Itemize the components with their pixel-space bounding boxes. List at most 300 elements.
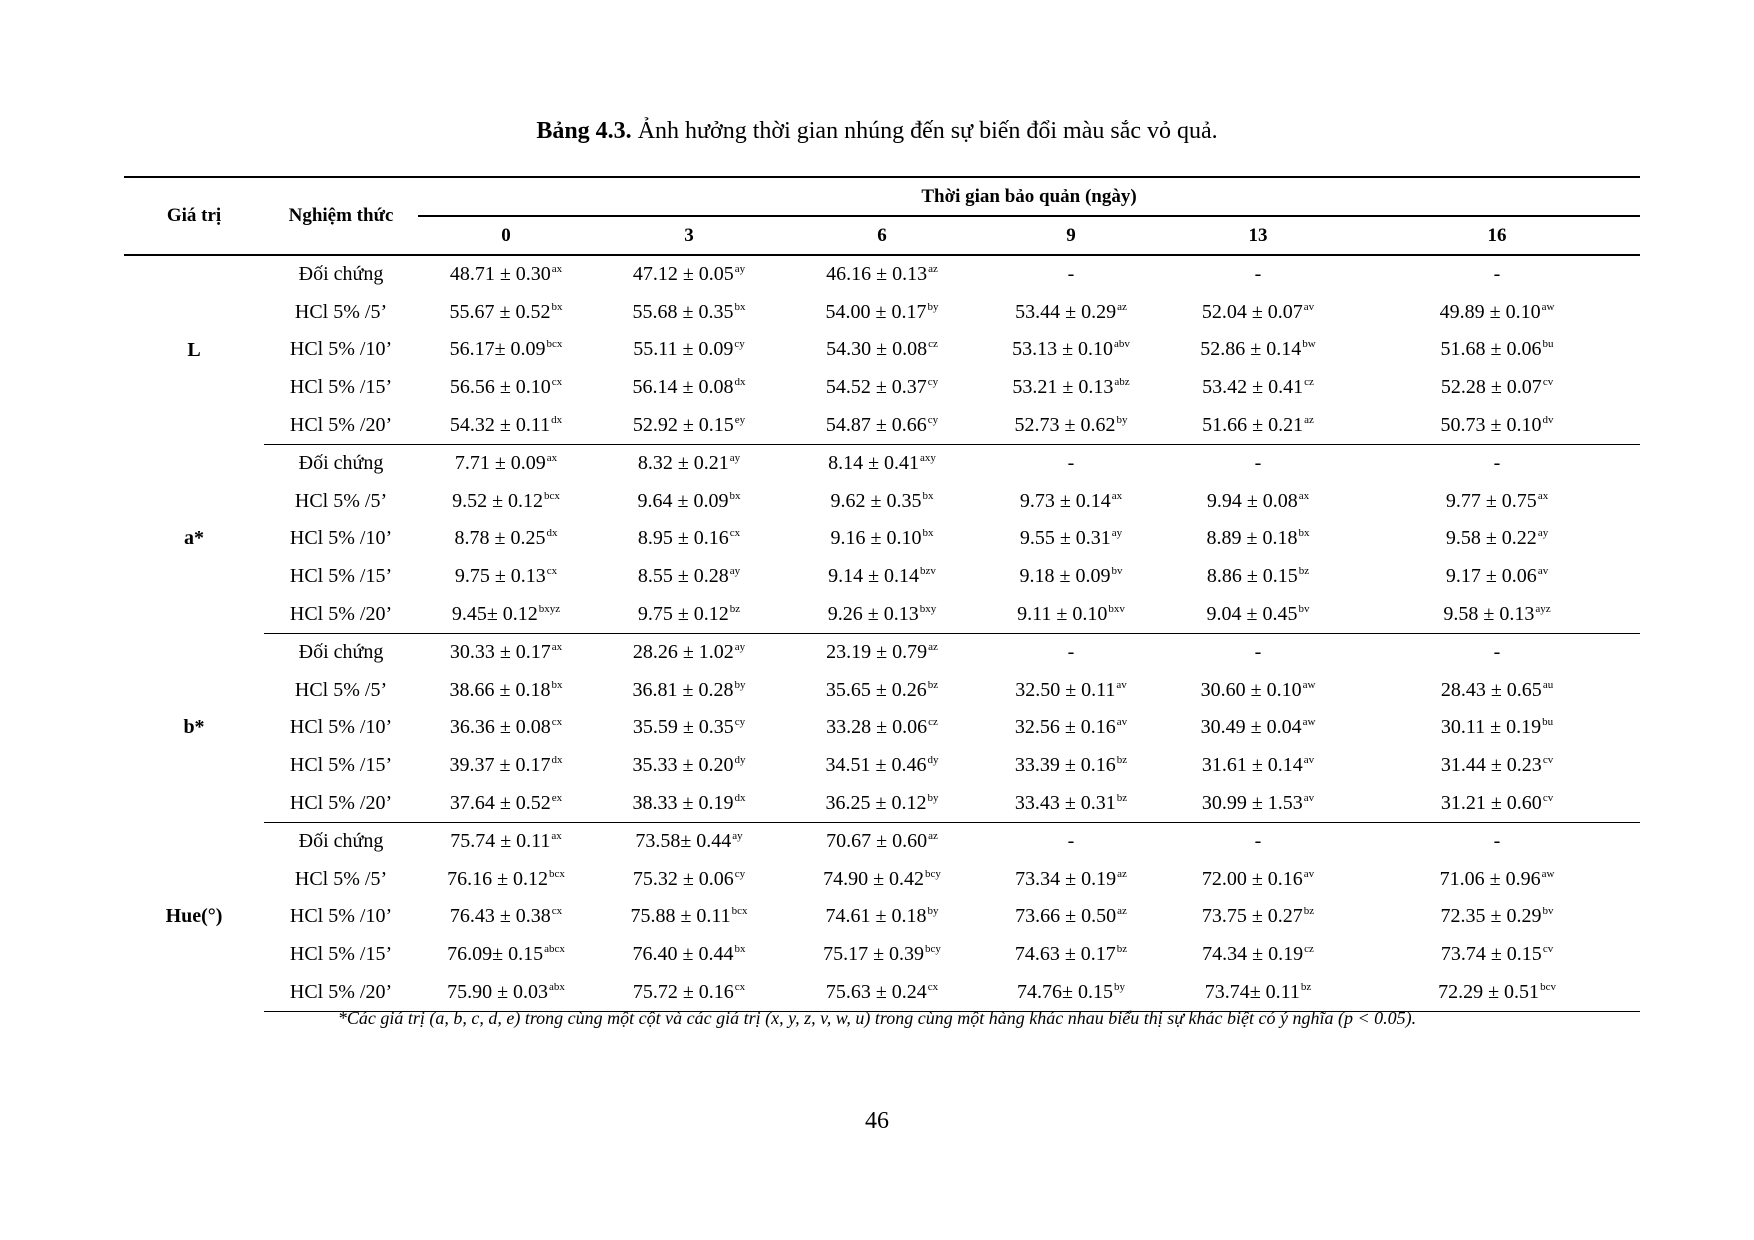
significance-letters: bcy xyxy=(925,942,941,955)
significance-letters: ax xyxy=(1298,489,1310,502)
significance-letters: bz xyxy=(1300,980,1312,993)
cell-value: 30.99 ± 1.53 xyxy=(1201,791,1303,814)
significance-letters: ay xyxy=(732,830,743,843)
cell-value: 72.35 ± 0.29 xyxy=(1440,905,1542,928)
significance-letters: bxyz xyxy=(538,602,561,615)
value-cell xyxy=(594,369,784,407)
cell-value: 31.44 ± 0.23 xyxy=(1440,754,1542,777)
header-param: Giá trị xyxy=(166,205,222,226)
value-cell xyxy=(418,747,594,785)
value-cell xyxy=(418,633,594,671)
cell-value: 56.17± 0.09 xyxy=(449,338,546,361)
value-cell xyxy=(418,406,594,444)
cell-value: 52.73 ± 0.62 xyxy=(1014,413,1116,436)
cell-value: 72.00 ± 0.16 xyxy=(1201,867,1303,890)
cell-value: 9.04 ± 0.45 xyxy=(1206,602,1298,625)
treatment-label: HCl 5% /20’ xyxy=(264,784,418,822)
value-cell xyxy=(1354,406,1640,444)
cell-value: 35.59 ± 0.35 xyxy=(632,716,734,739)
cell-value: 75.88 ± 0.11 xyxy=(630,905,731,928)
cell-value: 9.11 ± 0.10 xyxy=(1017,602,1108,625)
cell-value: 28.26 ± 1.02 xyxy=(632,641,734,664)
table-row xyxy=(124,558,1640,596)
table-row xyxy=(124,672,1640,710)
value-cell xyxy=(1354,444,1640,482)
significance-letters: ax xyxy=(551,263,563,276)
value-cell xyxy=(418,973,594,1011)
significance-letters: av xyxy=(1537,565,1549,578)
value-cell xyxy=(418,294,594,332)
cell-value: 9.17 ± 0.06 xyxy=(1445,565,1537,588)
table-row xyxy=(124,973,1640,1011)
cell-value: - xyxy=(1067,263,1075,286)
table-row xyxy=(124,483,1640,521)
cell-value: 9.58 ± 0.13 xyxy=(1443,602,1535,625)
table-row xyxy=(124,822,1640,860)
cell-value: 75.17 ± 0.39 xyxy=(823,942,925,965)
value-cell xyxy=(1162,747,1354,785)
param-label: L xyxy=(187,338,201,361)
cell-value: 75.32 ± 0.06 xyxy=(632,867,734,890)
significance-letters: av xyxy=(1116,716,1128,729)
cell-value: 54.00 ± 0.17 xyxy=(825,300,927,323)
significance-letters: by xyxy=(1116,413,1128,426)
significance-letters: au xyxy=(1542,678,1554,691)
treatment-label: Đối chứng xyxy=(298,830,384,853)
cell-value: 9.77 ± 0.75 xyxy=(1445,489,1537,512)
cell-value: 9.18 ± 0.09 xyxy=(1019,565,1111,588)
table-caption xyxy=(0,116,1754,146)
significance-letters: bv xyxy=(1111,565,1123,578)
cell-value: 75.90 ± 0.03 xyxy=(447,980,549,1003)
significance-letters: cx xyxy=(551,716,563,729)
cell-value: 8.14 ± 0.41 xyxy=(828,452,920,475)
table-row xyxy=(124,747,1640,785)
value-cell xyxy=(594,747,784,785)
significance-letters: bzv xyxy=(920,565,936,578)
value-cell xyxy=(1354,709,1640,747)
value-cell xyxy=(594,973,784,1011)
significance-letters: ay xyxy=(1537,527,1549,540)
significance-letters: ay xyxy=(729,452,741,465)
treatment-label: Đối chứng xyxy=(298,263,384,286)
cell-value: 55.67 ± 0.52 xyxy=(449,300,551,323)
cell-value: 38.66 ± 0.18 xyxy=(449,678,551,701)
header-day: 16 xyxy=(1354,216,1640,255)
cell-value: 73.74± 0.11 xyxy=(1204,980,1300,1003)
cell-value: 53.42 ± 0.41 xyxy=(1202,376,1304,399)
value-cell xyxy=(594,861,784,899)
significance-letters: axy xyxy=(920,452,936,465)
value-cell xyxy=(418,595,594,633)
significance-letters: ax xyxy=(551,830,562,843)
cell-value: 49.89 ± 0.10 xyxy=(1439,300,1541,323)
significance-letters: cv xyxy=(1542,942,1554,955)
value-cell xyxy=(594,822,784,860)
value-cell xyxy=(1162,633,1354,671)
significance-letters: by xyxy=(927,300,939,313)
value-cell xyxy=(1354,898,1640,936)
table-row xyxy=(124,444,1640,482)
value-cell xyxy=(1162,483,1354,521)
header-row-1 xyxy=(124,177,1640,216)
value-cell xyxy=(418,444,594,482)
value-cell xyxy=(980,898,1162,936)
cell-value: 48.71 ± 0.30 xyxy=(449,263,551,286)
value-cell xyxy=(784,444,980,482)
treatment-label: HCl 5% /20’ xyxy=(264,973,418,1011)
cell-value: 9.75 ± 0.12 xyxy=(637,602,729,625)
cell-value: - xyxy=(1254,452,1262,475)
cell-value: 36.36 ± 0.08 xyxy=(449,716,551,739)
value-cell xyxy=(784,784,980,822)
significance-letters: aw xyxy=(1302,678,1316,691)
treatment-label: Đối chứng xyxy=(298,641,384,664)
significance-letters: bz xyxy=(1298,565,1310,578)
cell-value: - xyxy=(1254,263,1262,286)
value-cell xyxy=(784,595,980,633)
value-cell xyxy=(980,331,1162,369)
value-cell xyxy=(1162,898,1354,936)
value-cell xyxy=(1162,558,1354,596)
cell-value: 74.90 ± 0.42 xyxy=(823,867,925,890)
table-row xyxy=(124,520,1640,558)
significance-letters: bw xyxy=(1302,338,1316,351)
significance-letters: ax xyxy=(546,452,558,465)
cell-value: 52.92 ± 0.15 xyxy=(632,413,734,436)
significance-letters: cx xyxy=(551,905,563,918)
cell-value: 72.29 ± 0.51 xyxy=(1438,980,1540,1003)
param-label: Hue(°) xyxy=(165,905,223,928)
cell-value: 46.16 ± 0.13 xyxy=(826,263,928,286)
value-cell xyxy=(1162,294,1354,332)
significance-letters: dx xyxy=(546,527,558,540)
value-cell xyxy=(784,936,980,974)
cell-value: 75.72 ± 0.16 xyxy=(632,980,734,1003)
significance-letters: by xyxy=(927,791,939,804)
cell-value: 76.09± 0.15 xyxy=(447,942,544,965)
cell-value: 33.39 ± 0.16 xyxy=(1014,754,1116,777)
table-row xyxy=(124,784,1640,822)
color-change-table xyxy=(124,176,1640,1012)
cell-value: 9.64 ± 0.09 xyxy=(637,489,729,512)
significance-letters: az xyxy=(1304,413,1314,426)
cell-value: 73.58± 0.44 xyxy=(635,830,732,853)
cell-value: 9.16 ± 0.10 xyxy=(830,527,922,550)
value-cell xyxy=(784,294,980,332)
value-cell xyxy=(980,595,1162,633)
cell-value: 47.12 ± 0.05 xyxy=(632,263,734,286)
significance-letters: bz xyxy=(1116,754,1128,767)
significance-letters: bcx xyxy=(549,867,565,880)
cell-value: 75.63 ± 0.24 xyxy=(825,980,927,1003)
value-cell xyxy=(1162,822,1354,860)
value-cell xyxy=(980,444,1162,482)
significance-letters: dy xyxy=(734,754,746,767)
significance-letters: ay xyxy=(734,641,746,654)
value-cell xyxy=(1354,483,1640,521)
value-cell xyxy=(418,898,594,936)
value-cell xyxy=(418,936,594,974)
cell-value: 54.30 ± 0.08 xyxy=(826,338,928,361)
table-row xyxy=(124,255,1640,294)
cell-value: 53.21 ± 0.13 xyxy=(1012,376,1114,399)
significance-letters: cy xyxy=(734,716,746,729)
value-cell xyxy=(418,255,594,294)
value-cell xyxy=(1354,369,1640,407)
significance-letters: dx xyxy=(551,754,563,767)
significance-letters: cx xyxy=(729,527,741,540)
param-label: a* xyxy=(184,527,204,550)
value-cell xyxy=(594,406,784,444)
treatment-label: Đối chứng xyxy=(298,452,384,475)
cell-value: 74.63 ± 0.17 xyxy=(1014,942,1116,965)
cell-value: 28.43 ± 0.65 xyxy=(1440,678,1542,701)
cell-value: 52.04 ± 0.07 xyxy=(1201,300,1303,323)
value-cell xyxy=(980,633,1162,671)
significance-letters: by xyxy=(1113,980,1125,993)
significance-letters: bx xyxy=(734,942,746,955)
table-row xyxy=(124,369,1640,407)
table-row xyxy=(124,294,1640,332)
significance-letters: az xyxy=(928,641,938,654)
treatment-label: HCl 5% /10’ xyxy=(289,527,393,550)
treatment-label: HCl 5% /10’ xyxy=(289,338,393,361)
significance-letters: ay xyxy=(729,565,741,578)
table-body xyxy=(124,255,1640,1011)
value-cell xyxy=(1354,331,1640,369)
value-cell xyxy=(1354,595,1640,633)
cell-value: 9.52 ± 0.12 xyxy=(452,489,544,512)
cell-value: - xyxy=(1493,830,1501,853)
significance-letters: cy xyxy=(734,338,745,351)
value-cell xyxy=(784,747,980,785)
cell-value: 50.73 ± 0.10 xyxy=(1440,413,1542,436)
significance-letters: cy xyxy=(927,413,939,426)
treatment-label: HCl 5% /5’ xyxy=(294,867,388,890)
value-cell xyxy=(594,784,784,822)
value-cell xyxy=(980,672,1162,710)
significance-letters: az xyxy=(928,263,938,276)
value-cell xyxy=(1162,784,1354,822)
significance-letters: cx xyxy=(927,980,939,993)
cell-value: 9.75 ± 0.13 xyxy=(454,565,546,588)
significance-letters: az xyxy=(1117,300,1127,313)
significance-letters: dx xyxy=(734,791,746,804)
value-cell xyxy=(980,369,1162,407)
header-day: 9 xyxy=(980,216,1162,255)
cell-value: 9.26 ± 0.13 xyxy=(827,602,919,625)
header-day: 6 xyxy=(784,216,980,255)
value-cell xyxy=(784,255,980,294)
significance-letters: aw xyxy=(1541,300,1555,313)
footnote: *Các giá trị (a, b, c, d, e) trong cùng một cột và các giá trị (x, y, z, v, w, u) trong cùng một hàng khác nhau biểu thị sự khác biệt có ý nghĩa (p < 0.05). xyxy=(337,1008,1417,1028)
value-cell xyxy=(1354,520,1640,558)
cell-value: 8.89 ± 0.18 xyxy=(1206,527,1298,550)
treatment-label: HCl 5% /20’ xyxy=(264,595,418,633)
significance-letters: cy xyxy=(734,867,746,880)
value-cell xyxy=(1162,331,1354,369)
value-cell xyxy=(1162,444,1354,482)
cell-value: 35.65 ± 0.26 xyxy=(825,678,927,701)
significance-letters: bz xyxy=(1116,942,1128,955)
value-cell xyxy=(1162,255,1354,294)
cell-value: 75.74 ± 0.11 xyxy=(450,830,551,853)
value-cell xyxy=(784,709,980,747)
header-storage-time: Thời gian bảo quản (ngày) xyxy=(921,185,1137,207)
cell-value: 35.33 ± 0.20 xyxy=(632,754,734,777)
cell-value: 74.61 ± 0.18 xyxy=(825,905,927,928)
significance-letters: av xyxy=(1303,791,1315,804)
value-cell xyxy=(980,709,1162,747)
table-row xyxy=(124,406,1640,444)
value-cell xyxy=(1354,747,1640,785)
cell-value: 36.81 ± 0.28 xyxy=(632,678,734,701)
cell-value: 38.33 ± 0.19 xyxy=(632,791,734,814)
value-cell xyxy=(594,294,784,332)
value-cell xyxy=(594,898,784,936)
value-cell xyxy=(594,672,784,710)
value-cell xyxy=(418,369,594,407)
cell-value: 37.64 ± 0.52 xyxy=(449,791,551,814)
value-cell xyxy=(784,822,980,860)
significance-letters: ex xyxy=(551,791,563,804)
treatment-label: HCl 5% /5’ xyxy=(294,300,388,323)
cell-value: 73.66 ± 0.50 xyxy=(1015,905,1117,928)
significance-letters: bz xyxy=(1116,791,1128,804)
value-cell xyxy=(1162,406,1354,444)
value-cell xyxy=(1162,672,1354,710)
table-row xyxy=(124,898,1640,936)
treatment-label: HCl 5% /15’ xyxy=(289,376,393,399)
value-cell xyxy=(980,936,1162,974)
value-cell xyxy=(784,483,980,521)
significance-letters: dx xyxy=(734,376,746,389)
treatment-label: HCl 5% /15’ xyxy=(289,942,393,965)
significance-letters: cx xyxy=(551,376,563,389)
table-row xyxy=(124,936,1640,974)
value-cell xyxy=(1354,294,1640,332)
significance-letters: cx xyxy=(734,980,746,993)
value-cell xyxy=(1354,558,1640,596)
significance-letters: bcy xyxy=(925,867,941,880)
value-cell xyxy=(1354,784,1640,822)
cell-value: 76.40 ± 0.44 xyxy=(632,942,734,965)
table-row xyxy=(124,633,1640,671)
value-cell xyxy=(1162,709,1354,747)
significance-letters: av xyxy=(1116,678,1127,691)
cell-value: 30.11 ± 0.19 xyxy=(1440,716,1542,739)
significance-letters: abv xyxy=(1114,338,1130,351)
value-cell xyxy=(594,595,784,633)
value-cell xyxy=(784,672,980,710)
significance-letters: av xyxy=(1303,867,1315,880)
header-day: 0 xyxy=(418,216,594,255)
value-cell xyxy=(594,936,784,974)
cell-value: - xyxy=(1493,641,1501,664)
value-cell xyxy=(1162,595,1354,633)
significance-letters: bxv xyxy=(1108,602,1125,615)
value-cell xyxy=(594,709,784,747)
value-cell xyxy=(418,822,594,860)
cell-value: 30.33 ± 0.17 xyxy=(449,641,551,664)
significance-letters: bx xyxy=(922,527,934,540)
significance-letters: cz xyxy=(928,716,938,729)
value-cell xyxy=(980,520,1162,558)
header-treatment: Nghiệm thức xyxy=(288,205,394,226)
cell-value: 73.34 ± 0.19 xyxy=(1015,867,1117,890)
cell-value: - xyxy=(1067,830,1075,853)
value-cell xyxy=(980,822,1162,860)
significance-letters: av xyxy=(1303,300,1315,313)
cell-value: 8.95 ± 0.16 xyxy=(637,527,729,550)
cell-value: 54.52 ± 0.37 xyxy=(825,376,927,399)
significance-letters: av xyxy=(1303,754,1315,767)
cell-value: 55.11 ± 0.09 xyxy=(633,338,734,361)
significance-letters: dy xyxy=(927,754,939,767)
cell-value: 52.86 ± 0.14 xyxy=(1200,338,1302,361)
significance-letters: ax xyxy=(1537,489,1549,502)
value-cell xyxy=(784,633,980,671)
treatment-label: HCl 5% /15’ xyxy=(289,565,393,588)
cell-value: 9.45± 0.12 xyxy=(451,602,538,625)
value-cell xyxy=(1354,822,1640,860)
cell-value: 9.55 ± 0.31 xyxy=(1019,527,1111,550)
significance-letters: cz xyxy=(1304,942,1314,955)
value-cell xyxy=(418,709,594,747)
param-label: b* xyxy=(183,716,205,739)
significance-letters: bcv xyxy=(1540,980,1556,993)
cell-value: 32.50 ± 0.11 xyxy=(1015,678,1116,701)
significance-letters: bv xyxy=(1298,602,1310,615)
significance-letters: ey xyxy=(734,413,746,426)
value-cell xyxy=(1162,520,1354,558)
cell-value: 9.94 ± 0.08 xyxy=(1206,489,1298,512)
significance-letters: bcx xyxy=(731,905,748,918)
treatment-label: HCl 5% /20’ xyxy=(264,406,418,444)
cell-value: 51.68 ± 0.06 xyxy=(1440,338,1542,361)
value-cell xyxy=(418,672,594,710)
cell-value: 34.51 ± 0.46 xyxy=(825,754,927,777)
significance-letters: cy xyxy=(927,376,939,389)
cell-value: - xyxy=(1254,641,1262,664)
value-cell xyxy=(980,294,1162,332)
treatment-label: HCl 5% /15’ xyxy=(289,754,393,777)
cell-value: 31.21 ± 0.60 xyxy=(1440,791,1542,814)
significance-letters: abx xyxy=(549,980,565,993)
value-cell xyxy=(418,784,594,822)
cell-value: 56.14 ± 0.08 xyxy=(632,376,734,399)
value-cell xyxy=(980,483,1162,521)
value-cell xyxy=(1354,633,1640,671)
cell-value: 53.44 ± 0.29 xyxy=(1015,300,1117,323)
cell-value: 31.61 ± 0.14 xyxy=(1201,754,1303,777)
value-cell xyxy=(980,747,1162,785)
value-cell xyxy=(784,898,980,936)
treatment-label: HCl 5% /5’ xyxy=(294,489,388,512)
value-cell xyxy=(784,406,980,444)
treatment-label: HCl 5% /5’ xyxy=(294,678,388,701)
value-cell xyxy=(1162,369,1354,407)
value-cell xyxy=(418,861,594,899)
significance-letters: bx xyxy=(551,678,563,691)
significance-letters: cv xyxy=(1542,754,1554,767)
table-caption-text: Ảnh hưởng thời gian nhúng đến sự biến đổi màu sắc vỏ quả. xyxy=(631,118,1218,144)
significance-letters: az xyxy=(1117,867,1127,880)
cell-value: 52.28 ± 0.07 xyxy=(1440,376,1542,399)
significance-letters: bx xyxy=(551,300,563,313)
cell-value: 33.28 ± 0.06 xyxy=(826,716,928,739)
